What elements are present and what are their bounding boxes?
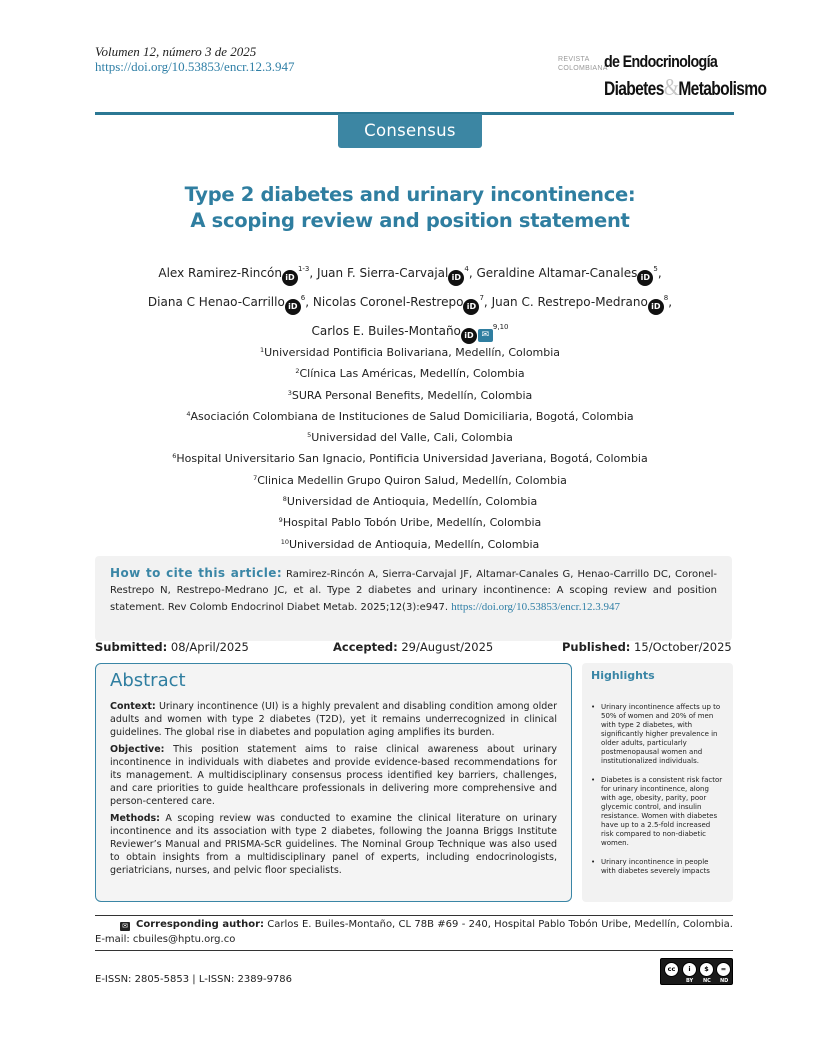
author-name: Juan C. Restrepo-Medrano: [491, 295, 648, 309]
abstract-objective: [110, 743, 557, 808]
affiliation-number: 2: [295, 367, 300, 376]
abstract-methods: [110, 812, 557, 877]
doi-link[interactable]: https://doi.org/10.53853/encr.12.3.947: [95, 59, 295, 74]
author-affiliation-ref: 7: [479, 294, 484, 302]
journal-logo: [558, 52, 767, 108]
abstract-box: [95, 663, 572, 902]
affiliation-item: [95, 362, 725, 383]
author-affiliation-ref: 4: [464, 265, 469, 273]
citation-text: Ramirez-Rincón A, Sierra-Carvajal JF, Altamar-Canales G, Henao-Carrillo DC, Coronel-Restrepo N, Restrepo-Medrano JC, et al. Type 2 diabetes and urinary incontinence: A scoping review and position statement. Rev Colomb Endocrinol Diabet Metab. 2025;12(3):e947.: [110, 569, 717, 613]
section-badge: Consensus: [338, 114, 482, 148]
affiliation-text: Clinica Medellin Grupo Quiron Salud, Medellín, Colombia: [257, 473, 567, 487]
author-affiliation-ref: 5: [653, 265, 658, 273]
by-label: BY: [686, 978, 694, 984]
affiliation-item: [95, 426, 725, 447]
author-affiliation-ref: 6: [300, 294, 306, 302]
affiliation-text: Clínica Las Américas, Medellín, Colombia: [299, 367, 525, 381]
author-separator: ,: [668, 295, 673, 309]
journal-header: [95, 44, 294, 75]
methods-label: Methods:: [110, 813, 160, 824]
logo-de: de: [604, 52, 623, 71]
email-icon[interactable]: ✉: [478, 329, 493, 342]
affiliation-number: 5: [307, 431, 312, 440]
by-icon: i: [682, 962, 697, 977]
logo-diabetes: Diabetes: [604, 79, 664, 100]
accepted-date: [333, 640, 493, 654]
methods-text: A scoping review was conducted to examine the clinical literature on urinary incontinence and its association with type 2 diabetes, following the Joanna Briggs Institute Reviewer’s Manual and PRISMA-ScR guidelines. The Nominal Group Technique was also used to obtain insights from a multidisciplinary panel of experts, including endocrinologists, geriatricians, nurses, and pelvic floor specialists.: [110, 813, 557, 876]
abstract-context: [110, 700, 557, 739]
logo-small-text: [558, 55, 608, 73]
submitted-date: [95, 640, 249, 654]
citation-label: How to cite this article:: [110, 566, 283, 580]
title-line-1: Type 2 diabetes and urinary incontinence:: [184, 183, 636, 206]
highlights-list: [591, 703, 724, 876]
submitted-label: Submitted:: [95, 640, 168, 654]
affiliation-number: 4: [186, 409, 191, 418]
affiliation-text: Hospital Universitario San Ignacio, Pontificia Universidad Javeriana, Bogotá, Colombia: [176, 452, 648, 466]
accepted-label: Accepted:: [333, 640, 398, 654]
orcid-icon[interactable]: iD: [285, 299, 301, 315]
nd-icon: =: [716, 962, 731, 977]
author-affiliation-ref: 1-3: [297, 265, 310, 273]
orcid-icon[interactable]: iD: [282, 270, 298, 286]
objective-label: Objective:: [110, 744, 165, 755]
cc-icon: cc: [664, 962, 679, 977]
published-label: Published:: [562, 640, 631, 654]
footer-divider-top: [95, 915, 733, 916]
context-label: Context:: [110, 701, 156, 712]
orcid-icon[interactable]: iD: [648, 299, 664, 315]
corresponding-label: Corresponding author:: [136, 919, 264, 930]
author-separator: ,: [657, 266, 662, 280]
objective-text: This position statement aims to raise clinical awareness about urinary incontinence in individuals with diabetes and provide evidence-based recommendations for its management. A multidisciplinary consensus process identified key barriers, challenges, and care priorities to guide healthcare professionals in delivering more comprehensive and person-centered care.: [110, 744, 557, 807]
author-separator: ,: [305, 295, 313, 309]
article-title: [95, 182, 725, 234]
affiliation-text: SURA Personal Benefits, Medellín, Colombia: [291, 388, 533, 402]
author-affiliation-ref: 9,10: [492, 323, 509, 331]
affiliation-text: Universidad Pontificia Bolivariana, Medellín, Colombia: [264, 346, 561, 359]
corresponding-author: [95, 917, 733, 947]
author-name: Diana C Henao-Carrillo: [147, 295, 285, 309]
affiliation-text: Universidad de Antioquia, Medellín, Colombia: [286, 495, 538, 509]
affiliation-item: [95, 533, 725, 554]
affiliation-number: 9: [278, 516, 283, 525]
affiliation-item: [95, 384, 725, 405]
author-name: Geraldine Altamar-Canales: [476, 266, 638, 280]
context-text: Urinary incontinence (UI) is a highly prevalent and disabling condition among older adults and women with type 2 diabetes (T2D), yet it remains underrecognized in clinical guidelines. The global rise in diabetes and population aging amplifies its burden.: [110, 701, 557, 738]
affiliation-list: [95, 341, 725, 554]
affiliation-item: [95, 341, 725, 362]
affiliation-text: Universidad de Antioquia, Medellín, Colombia: [288, 537, 540, 551]
highlights-box: [582, 663, 733, 902]
author-separator: ,: [309, 266, 318, 280]
author-name: Nicolas Coronel-Restrepo: [312, 295, 464, 309]
author-separator: ,: [468, 266, 477, 280]
author-name: Juan F. Sierra-Carvajal: [317, 266, 449, 280]
cc-license-badge[interactable]: [660, 958, 733, 985]
affiliation-item: [95, 447, 725, 468]
logo-metabolismo: Metabolismo: [678, 79, 767, 100]
affiliation-item: [95, 405, 725, 426]
published-date: [562, 640, 732, 654]
author-list: [95, 257, 725, 344]
affiliation-number: 6: [172, 452, 177, 461]
nd-label: ND: [720, 978, 729, 984]
affiliation-number: 7: [253, 473, 258, 482]
affiliation-number: 3: [287, 388, 292, 397]
submitted-value: 08/April/2025: [167, 640, 249, 654]
author-separator: ,: [483, 295, 492, 309]
orcid-icon[interactable]: iD: [463, 299, 479, 315]
logo-endocrinologia: Endocrinología: [622, 52, 718, 71]
published-value: 15/October/2025: [630, 640, 732, 654]
affiliation-text: Universidad del Valle, Cali, Colombia: [311, 431, 513, 445]
orcid-icon[interactable]: iD: [461, 328, 477, 344]
abstract-heading: Abstract: [110, 670, 186, 691]
orcid-icon[interactable]: iD: [448, 270, 464, 286]
volume-info: Volumen 12, número 3 de 2025: [95, 44, 257, 59]
affiliation-item: [95, 490, 725, 511]
accepted-value: 29/August/2025: [397, 640, 494, 654]
affiliation-item: [95, 511, 725, 532]
affiliation-item: [95, 469, 725, 490]
issn-info: E-ISSN: 2805-5853 | L-ISSN: 2389-9786: [95, 974, 293, 985]
logo-line-2: [604, 75, 766, 102]
author-affiliation-ref: 8: [663, 294, 669, 302]
corresponding-text: Carlos E. Builes-Montaño, CL 78B #69 - 240, Hospital Pablo Tobón Uribe, Medellín, Colombia. E-mail: cbuiles@hptu.org.co: [95, 919, 733, 945]
nc-label: NC: [703, 978, 711, 984]
affiliation-number: 8: [282, 495, 287, 504]
affiliation-text: Asociación Colombiana de Instituciones de Salud Domiciliaria, Bogotá, Colombia: [190, 409, 634, 423]
author-name: Carlos E. Builes-Montaño: [311, 324, 461, 338]
citation-box: [95, 556, 732, 641]
nc-icon: $: [699, 962, 714, 977]
highlight-item: • Urinary incontinence affects up to 50% of women and 20% of men with type 2 diabetes, with significantly higher prevalence in older adults, particularly postmenopausal women and institutionalized individuals.: [591, 703, 724, 766]
author-name: Alex Ramirez-Rincón: [158, 266, 282, 280]
citation-doi-link[interactable]: https://doi.org/10.53853/encr.12.3.947: [451, 601, 620, 613]
affiliation-number: 1: [259, 346, 265, 354]
affiliation-number: 10: [280, 537, 289, 546]
affiliation-text: Hospital Pablo Tobón Uribe, Medellín, Colombia: [282, 516, 542, 530]
logo-revista: REVISTA: [558, 56, 590, 63]
highlight-item: • Diabetes is a consistent risk factor for urinary incontinence, along with age, obesity, parity, poor glycemic control, and insulin resistance. Women with diabetes have up to a 2.5-fold increased risk compared to non-diabetic women.: [591, 776, 724, 848]
logo-line-1: [604, 52, 717, 72]
logo-ampersand: &: [663, 75, 679, 101]
logo-colombiana: COLOMBIANA: [558, 65, 608, 72]
footer-divider-bottom: [95, 950, 733, 951]
envelope-icon: ✉: [120, 922, 130, 931]
highlights-heading: Highlights: [591, 669, 655, 682]
orcid-icon[interactable]: iD: [637, 270, 653, 286]
title-line-2: A scoping review and position statement: [190, 209, 630, 232]
highlight-item: • Urinary incontinence in people with diabetes severely impacts: [591, 858, 724, 876]
